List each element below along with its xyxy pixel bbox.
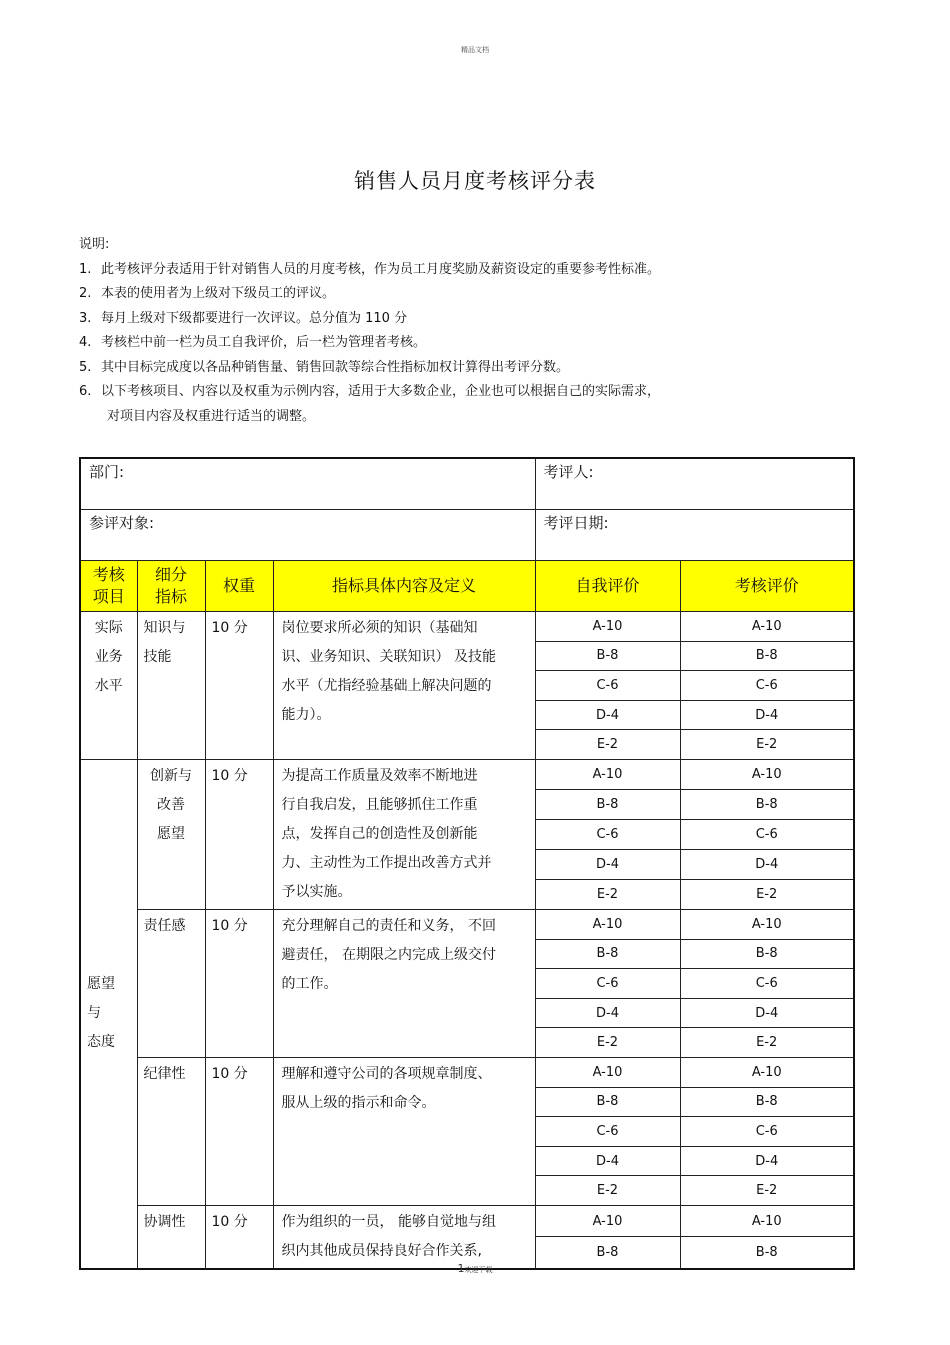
weight-cell: 10 分 — [205, 759, 273, 909]
self-eval-option[interactable]: B-8 — [535, 939, 680, 969]
self-eval-option[interactable]: A-10 — [535, 1057, 680, 1087]
review-eval-option[interactable]: B-8 — [680, 1087, 854, 1117]
review-eval-option[interactable]: D-4 — [680, 998, 854, 1028]
table-header — [80, 561, 854, 612]
sub-indicator-cell: 责任感 — [137, 909, 205, 1057]
grade-row — [80, 909, 854, 939]
weight-cell: 10 分 — [205, 1205, 273, 1269]
header-self-eval: 自我评价 — [535, 561, 680, 612]
self-eval-option[interactable]: D-4 — [535, 849, 680, 879]
footer-text: 欢迎下载 — [464, 1266, 493, 1274]
page-title: 销售人员月度考核评分表 — [354, 169, 596, 193]
self-eval-option[interactable]: C-6 — [535, 671, 680, 701]
instruction-text: 每月上级对下级都要进行一次评议。总分值为 110 分 — [101, 310, 408, 326]
header-weight: 权重 — [205, 561, 273, 612]
review-eval-option[interactable]: C-6 — [680, 671, 854, 701]
definition-cell: 理解和遵守公司的各项规章制度、 服从上级的指示和命令。 — [273, 1057, 535, 1205]
self-eval-option[interactable]: E-2 — [535, 730, 680, 760]
instructions-list — [79, 258, 799, 405]
review-eval-option[interactable]: B-8 — [680, 789, 854, 819]
review-eval-option[interactable]: D-4 — [680, 1146, 854, 1176]
instruction-number: 2. — [79, 286, 92, 301]
review-eval-option[interactable]: E-2 — [680, 1028, 854, 1058]
header-sub-indicator: 细分 指标 — [137, 561, 205, 612]
review-eval-option[interactable]: B-8 — [680, 939, 854, 969]
review-eval-option[interactable]: E-2 — [680, 879, 854, 909]
header-category: 考核 项目 — [80, 561, 137, 612]
weight-cell: 10 分 — [205, 909, 273, 1057]
instructions — [79, 233, 799, 429]
review-eval-option[interactable]: A-10 — [680, 759, 854, 789]
self-eval-option[interactable]: A-10 — [535, 612, 680, 642]
info-row-1 — [80, 458, 854, 510]
instruction-number: 1. — [79, 261, 92, 277]
definition-cell: 作为组织的一员， 能够自觉地与组 织内其他成员保持良好合作关系, — [273, 1205, 535, 1269]
review-eval-option[interactable]: A-10 — [680, 1057, 854, 1087]
header-definition: 指标具体内容及定义 — [273, 561, 535, 612]
instructions-continuation: 对项目内容及权重进行适当的调整。 — [107, 408, 316, 424]
self-eval-option[interactable]: E-2 — [535, 1028, 680, 1058]
instruction-text: 其中目标完成度以各品种销售量、销售回款等综合性指标加权计算得出考评分数。 — [101, 359, 570, 375]
header-note: 精品文档 — [461, 46, 489, 54]
self-eval-option[interactable]: B-8 — [535, 789, 680, 819]
definition-cell: 岗位要求所必须的知识（基础知 识、业务知识、关联知识） 及技能 水平（尤指经验基础上解决问题的 能力）。 — [273, 612, 535, 760]
instruction-number: 6. — [79, 384, 92, 399]
instructions-label: 说明: — [79, 237, 110, 252]
review-eval-option[interactable]: E-2 — [680, 1176, 854, 1206]
instruction-item — [79, 380, 799, 405]
review-eval-option[interactable]: C-6 — [680, 1117, 854, 1147]
instruction-text: 此考核评分表适用于针对销售人员的月度考核，作为员工月度奖励及薪资设定的重要参考性标准。 — [101, 261, 661, 277]
instruction-number: 5. — [79, 359, 92, 375]
info-row-2 — [80, 510, 854, 561]
category-cell: 实际 业务 水平 — [80, 612, 137, 760]
sub-indicator-cell: 知识与 技能 — [137, 612, 205, 760]
page-number: 1 — [457, 1262, 465, 1275]
review-eval-option[interactable]: B-8 — [680, 641, 854, 671]
self-eval-option[interactable]: C-6 — [535, 969, 680, 999]
evaluation-table — [79, 457, 855, 1270]
sub-indicator-cell: 协调性 — [137, 1205, 205, 1269]
grade-row — [80, 1205, 854, 1236]
self-eval-option[interactable]: E-2 — [535, 879, 680, 909]
weight-cell: 10 分 — [205, 1057, 273, 1205]
definition-cell: 为提高工作质量及效率不断地进 行自我启发，且能够抓住工作重 点，发挥自己的创造性及创新能 力、主动性为工作提出改善方式并 予以实施。 — [273, 759, 535, 909]
review-eval-option[interactable]: C-6 — [680, 819, 854, 849]
self-eval-option[interactable]: D-4 — [535, 700, 680, 730]
self-eval-option[interactable]: A-10 — [535, 909, 680, 939]
weight-cell: 10 分 — [205, 612, 273, 760]
self-eval-option[interactable]: B-8 — [535, 1237, 680, 1269]
self-eval-option[interactable]: C-6 — [535, 1117, 680, 1147]
subject-field[interactable]: 参评对象: — [80, 510, 535, 561]
self-eval-option[interactable]: D-4 — [535, 1146, 680, 1176]
grade-row — [80, 612, 854, 642]
grade-row — [80, 759, 854, 789]
review-eval-option[interactable]: B-8 — [680, 1237, 854, 1269]
review-eval-option[interactable]: A-10 — [680, 612, 854, 642]
review-eval-option[interactable]: E-2 — [680, 730, 854, 760]
department-field[interactable]: 部门: — [80, 458, 535, 510]
date-field[interactable]: 考评日期: — [535, 510, 854, 561]
self-eval-option[interactable]: A-10 — [535, 1205, 680, 1236]
self-eval-option[interactable]: A-10 — [535, 759, 680, 789]
instruction-item — [79, 258, 799, 283]
grade-row — [80, 1057, 854, 1087]
instruction-text: 考核栏中前一栏为员工自我评价，后一栏为管理者考核。 — [101, 335, 427, 350]
instruction-number: 3. — [79, 310, 92, 326]
sub-indicator-cell: 纪律性 — [137, 1057, 205, 1205]
reviewer-field[interactable]: 考评人: — [535, 458, 854, 510]
instruction-text: 本表的使用者为上级对下级员工的评议。 — [101, 286, 336, 301]
self-eval-option[interactable]: D-4 — [535, 998, 680, 1028]
instruction-text: 以下考核项目、内容以及权重为示例内容，适用于大多数企业，企业也可以根据自己的实际需求， — [101, 384, 661, 399]
self-eval-option[interactable]: E-2 — [535, 1176, 680, 1206]
definition-cell: 充分理解自己的责任和义务， 不回 避责任， 在期限之内完成上级交付 的工作。 — [273, 909, 535, 1057]
review-eval-option[interactable]: D-4 — [680, 700, 854, 730]
review-eval-option[interactable]: D-4 — [680, 849, 854, 879]
instruction-item — [79, 282, 799, 307]
instruction-item — [79, 331, 799, 356]
review-eval-option[interactable]: C-6 — [680, 969, 854, 999]
self-eval-option[interactable]: B-8 — [535, 1087, 680, 1117]
review-eval-option[interactable]: A-10 — [680, 909, 854, 939]
header-review-eval: 考核评价 — [680, 561, 854, 612]
self-eval-option[interactable]: B-8 — [535, 641, 680, 671]
page-footer — [0, 1262, 950, 1275]
sub-indicator-cell: 创新与 改善 愿望 — [137, 759, 205, 909]
instruction-item — [79, 356, 799, 381]
review-eval-option[interactable]: A-10 — [680, 1205, 854, 1236]
category-cell: 愿望 与 态度 — [80, 759, 137, 1268]
self-eval-option[interactable]: C-6 — [535, 819, 680, 849]
instruction-number: 4. — [79, 335, 92, 350]
instruction-item — [79, 307, 799, 332]
